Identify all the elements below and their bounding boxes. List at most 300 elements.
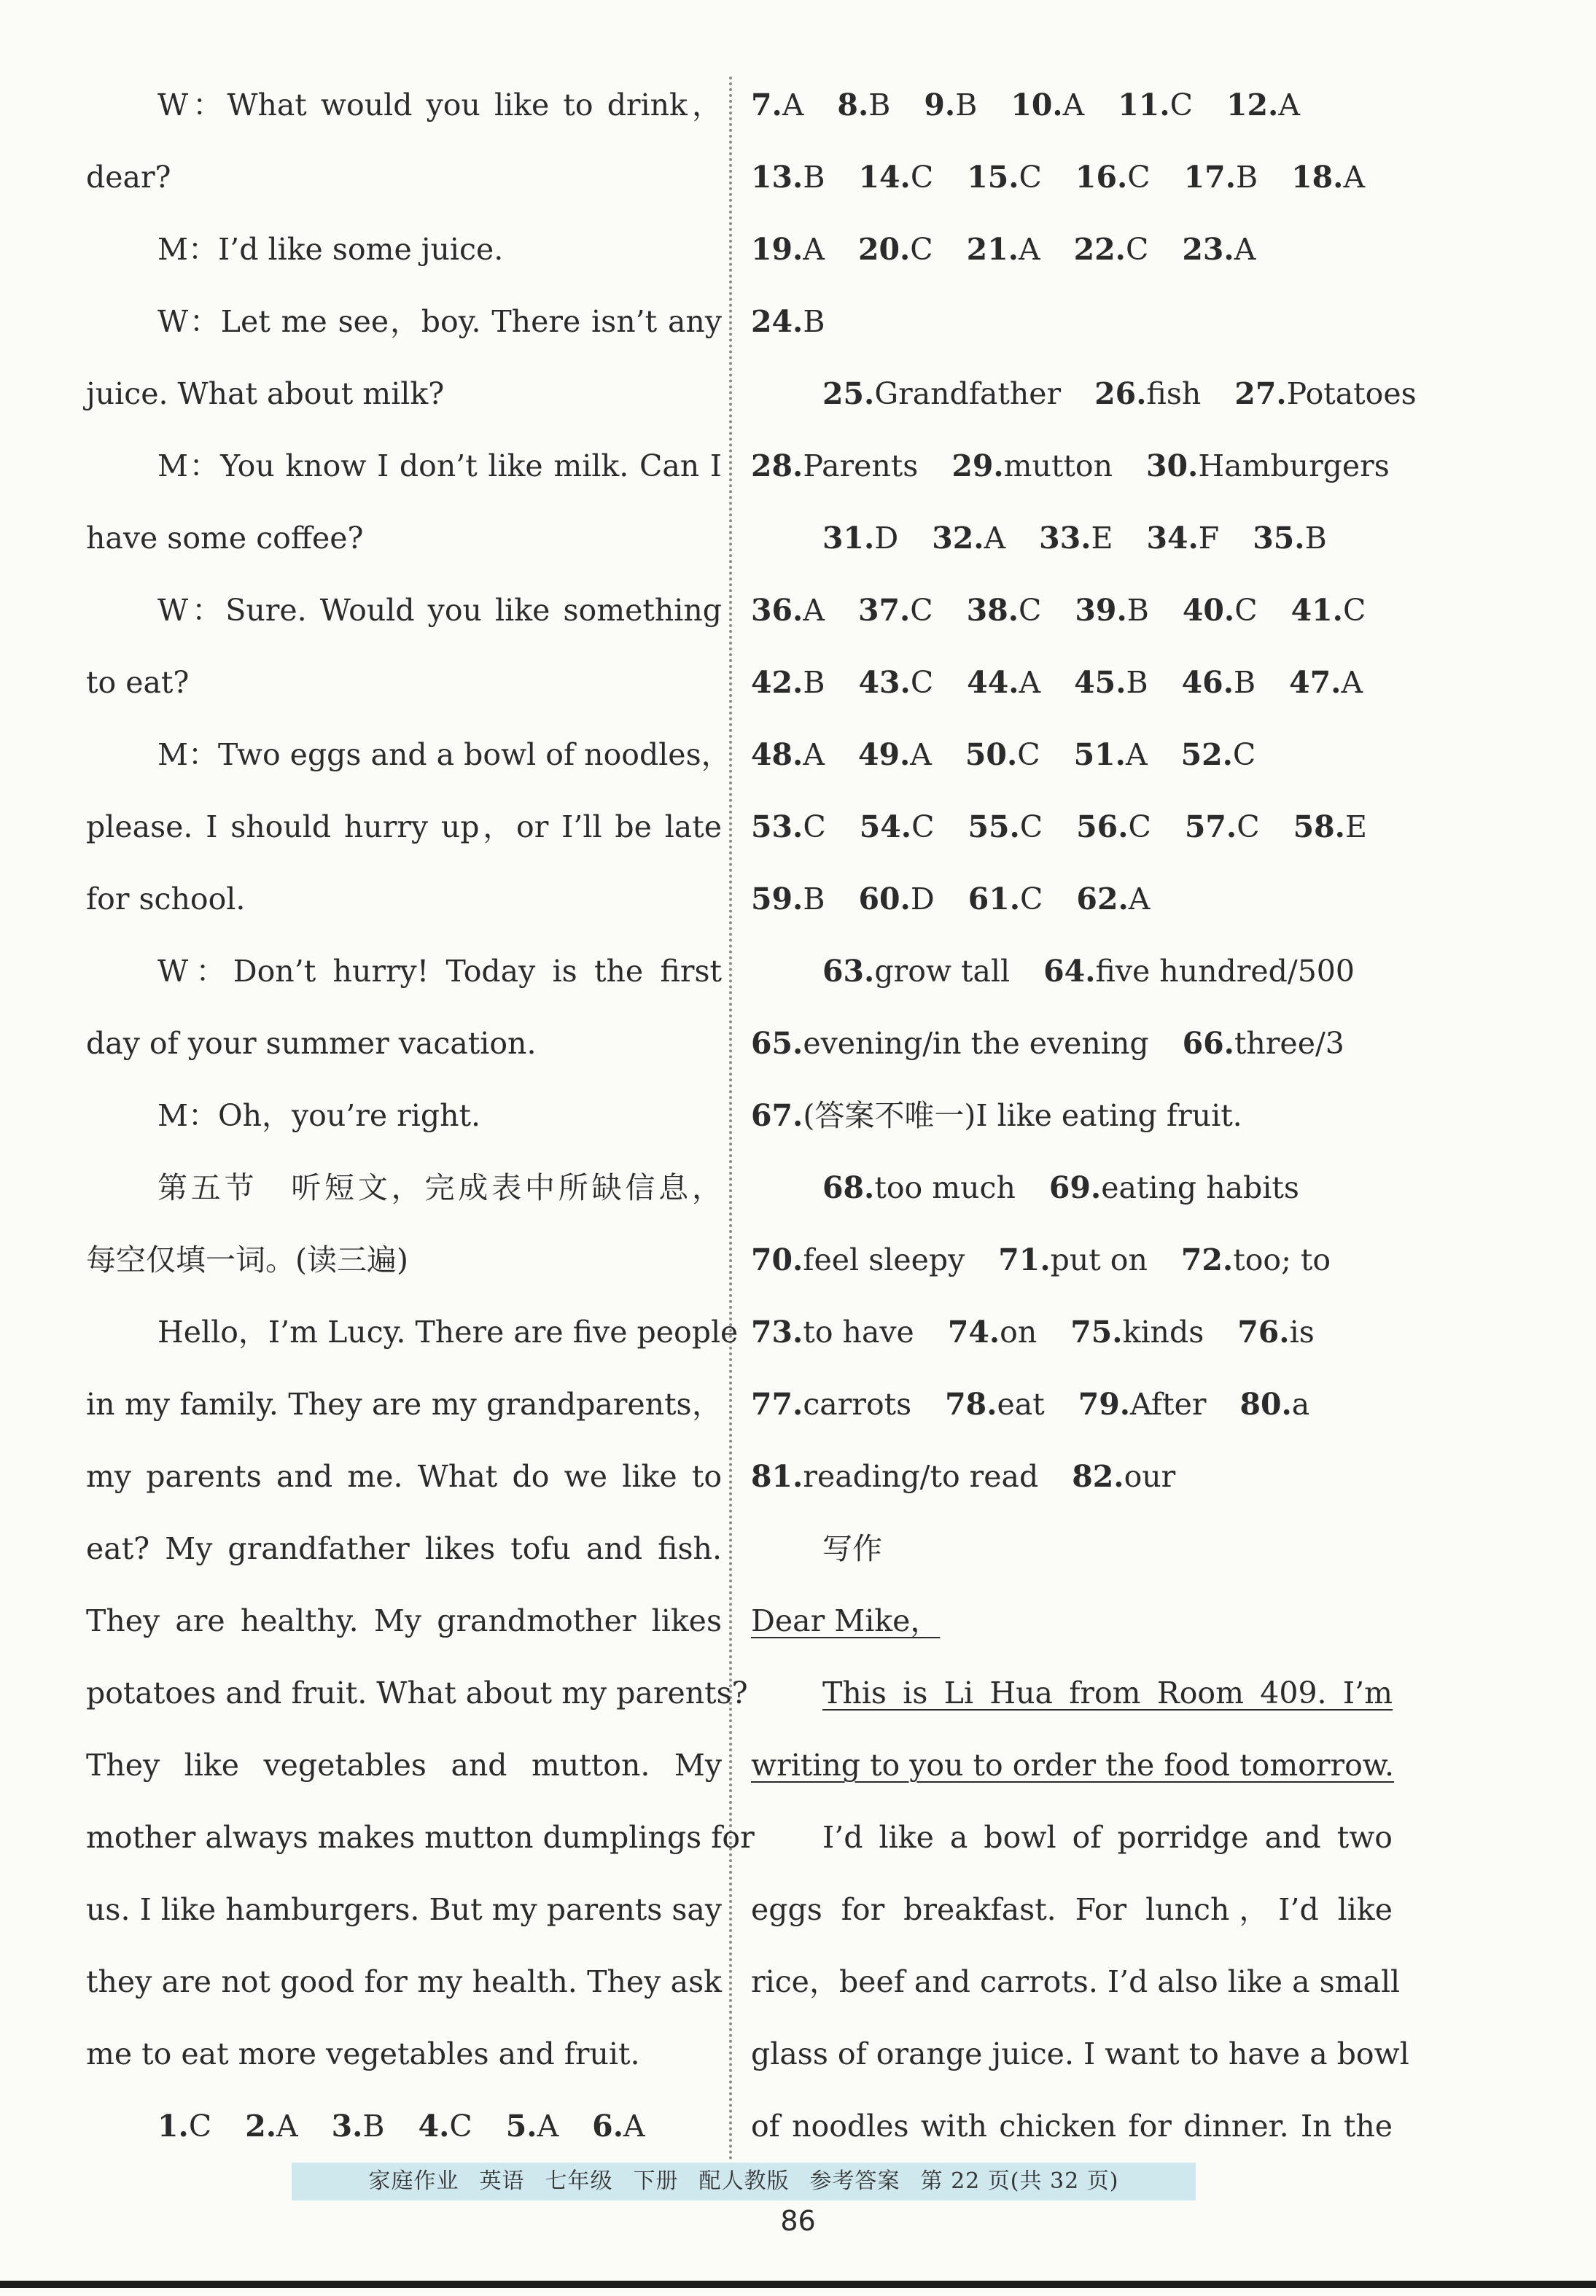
answer-number: 26. bbox=[1094, 376, 1147, 411]
text-line: they are not good for my health. They ask bbox=[86, 1964, 722, 1999]
answer-number: 70. bbox=[751, 1242, 803, 1277]
answer-number: 37. bbox=[857, 593, 911, 628]
answer-number: 54. bbox=[859, 809, 912, 844]
answer-value: B bbox=[362, 2109, 385, 2144]
answer-item bbox=[1074, 719, 1148, 791]
answer-item bbox=[1076, 791, 1151, 863]
answer-number: 7. bbox=[751, 87, 782, 122]
answer-number: 31. bbox=[822, 521, 875, 556]
answer-value: A bbox=[1341, 665, 1363, 700]
answer-number: 10. bbox=[1011, 87, 1063, 122]
answer-value: our bbox=[1124, 1459, 1176, 1494]
answer-item bbox=[1043, 935, 1355, 1008]
answer-number: 58. bbox=[1293, 809, 1345, 844]
answer-value: carrots bbox=[803, 1387, 912, 1422]
answer-value: C bbox=[1020, 882, 1043, 917]
answer-item bbox=[1011, 69, 1084, 141]
answer-item bbox=[822, 358, 1061, 430]
answer-item bbox=[965, 719, 1040, 791]
footer-item: 第 22 页(共 32 页) bbox=[920, 2168, 1119, 2194]
answer-value: A bbox=[1278, 87, 1300, 122]
answer-number: 43. bbox=[858, 665, 911, 700]
answer-number: 33. bbox=[1039, 521, 1091, 556]
answer-item bbox=[858, 214, 933, 286]
answer-number: 39. bbox=[1075, 593, 1127, 628]
answer-row bbox=[751, 1369, 1393, 1441]
text-line: potatoes and fruit. What about my parents? bbox=[86, 1676, 748, 1711]
answer-number: 5. bbox=[505, 2109, 537, 2144]
answer-number: 78. bbox=[945, 1387, 997, 1422]
answer-item bbox=[1182, 647, 1256, 719]
answer-value: a bbox=[1291, 1387, 1310, 1422]
answer-item bbox=[1293, 791, 1367, 863]
letter-text: rice，beef and carrots. I’d also like a small bbox=[751, 1964, 1401, 1999]
answer-number: 77. bbox=[751, 1387, 803, 1422]
answer-number: 73. bbox=[751, 1315, 803, 1350]
answer-number: 82. bbox=[1072, 1459, 1124, 1494]
answer-value: D bbox=[910, 882, 935, 917]
answer-number: 18. bbox=[1291, 160, 1344, 195]
text-line: to eat? bbox=[86, 665, 190, 700]
answer-number: 47. bbox=[1289, 665, 1342, 700]
answer-item bbox=[751, 1441, 1038, 1513]
answer-item bbox=[1183, 575, 1258, 647]
text-line: day of your summer vacation. bbox=[86, 1026, 537, 1061]
text-line: for school. bbox=[86, 882, 246, 917]
answer-number: 48. bbox=[751, 737, 803, 772]
answer-item bbox=[1075, 141, 1151, 214]
answer-row bbox=[86, 2090, 722, 2163]
answer-row bbox=[751, 647, 1393, 719]
answer-value: A bbox=[1234, 232, 1256, 267]
answer-item bbox=[860, 791, 935, 863]
answer-item bbox=[1181, 719, 1256, 791]
answer-item bbox=[1184, 141, 1258, 214]
text-line: in my family. They are my grandparents， bbox=[86, 1387, 722, 1422]
left-column bbox=[86, 69, 755, 2163]
answer-number: 79. bbox=[1078, 1387, 1131, 1422]
answer-item bbox=[506, 2090, 558, 2163]
answer-value: A bbox=[1019, 665, 1041, 700]
text-line: dear? bbox=[86, 160, 171, 195]
answer-number: 46. bbox=[1181, 665, 1234, 700]
answer-value: C bbox=[188, 2109, 212, 2144]
text-line: M：I’d like some juice. bbox=[157, 232, 504, 267]
answer-value: C bbox=[1128, 809, 1151, 844]
answer-item bbox=[967, 647, 1040, 719]
answer-row bbox=[751, 1296, 1393, 1369]
text-line: M：Oh，you’re right. bbox=[157, 1098, 481, 1133]
answer-row bbox=[751, 791, 1393, 863]
answer-number: 3. bbox=[331, 2109, 363, 2144]
answer-value: grow tall bbox=[874, 954, 1011, 989]
answer-number: 44. bbox=[967, 665, 1019, 700]
answer-item bbox=[751, 430, 918, 502]
answer-value: A bbox=[1062, 87, 1085, 122]
answer-value: B bbox=[803, 882, 825, 917]
answer-item bbox=[1072, 1441, 1175, 1513]
answer-item bbox=[822, 502, 898, 575]
answer-item bbox=[1094, 358, 1201, 430]
answer-item bbox=[858, 647, 933, 719]
answer-number: 61. bbox=[968, 882, 1021, 917]
answer-item bbox=[419, 2090, 472, 2163]
answer-number: 30. bbox=[1146, 448, 1199, 483]
answer-value: C bbox=[1169, 87, 1193, 122]
answer-value: C bbox=[1234, 593, 1258, 628]
answer-item bbox=[948, 1296, 1037, 1369]
letter-text: eggs for breakfast. For lunch，I’d like bbox=[751, 1892, 1393, 1927]
footer-banner bbox=[292, 2163, 1196, 2200]
answer-value: A bbox=[1343, 160, 1366, 195]
answer-row bbox=[751, 1080, 1393, 1152]
answer-number: 13. bbox=[751, 160, 803, 195]
answer-item bbox=[1074, 214, 1149, 286]
answer-item bbox=[751, 791, 826, 863]
answer-value: E bbox=[1091, 521, 1113, 556]
answer-value: A bbox=[803, 737, 825, 772]
answer-item bbox=[858, 575, 933, 647]
answer-item bbox=[245, 2090, 297, 2163]
answer-value: to have bbox=[803, 1315, 914, 1350]
answer-item bbox=[751, 1369, 911, 1441]
answer-row bbox=[751, 719, 1393, 791]
answer-value: C bbox=[1127, 160, 1151, 195]
answer-number: 35. bbox=[1253, 521, 1305, 556]
answer-value: too much bbox=[874, 1170, 1016, 1205]
answer-value: B bbox=[1233, 665, 1256, 700]
answer-item bbox=[967, 575, 1042, 647]
answer-item bbox=[1049, 1152, 1299, 1224]
answer-value: evening/in the evening bbox=[803, 1026, 1149, 1061]
answer-number: 25. bbox=[822, 376, 875, 411]
answer-value: A bbox=[910, 737, 932, 772]
letter-line bbox=[751, 1946, 1401, 2018]
answer-item bbox=[1181, 1224, 1331, 1296]
answer-value: E bbox=[1344, 809, 1367, 844]
answer-number: 67. bbox=[751, 1098, 803, 1133]
answer-number: 81. bbox=[751, 1459, 803, 1494]
answer-number: 41. bbox=[1291, 593, 1343, 628]
answer-item bbox=[932, 502, 1005, 575]
answer-item bbox=[1182, 214, 1256, 286]
answer-row bbox=[751, 1152, 1393, 1224]
answer-value: D bbox=[874, 521, 899, 556]
bottom-rule bbox=[0, 2281, 1596, 2288]
answer-value: A bbox=[803, 232, 825, 267]
answer-value: C bbox=[910, 593, 933, 628]
answer-value: A bbox=[537, 2109, 559, 2144]
answer-value: C bbox=[1125, 232, 1149, 267]
answer-item bbox=[967, 141, 1042, 214]
footer-item: 七年级 bbox=[545, 2168, 613, 2194]
answer-number: 57. bbox=[1184, 809, 1237, 844]
answer-item bbox=[751, 1080, 1242, 1152]
answer-value: fish bbox=[1146, 376, 1202, 411]
answer-row bbox=[751, 502, 1393, 575]
answer-value: C bbox=[1019, 160, 1042, 195]
letter-text: glass of orange juice. I want to have a bowl bbox=[751, 2036, 1409, 2071]
answer-value: mutton bbox=[1003, 448, 1113, 483]
right-column bbox=[751, 69, 1417, 2163]
letter-salutation: Dear Mike， bbox=[751, 1603, 941, 1638]
answer-row bbox=[751, 214, 1393, 286]
answer-value: B bbox=[803, 665, 825, 700]
answer-number: 16. bbox=[1075, 160, 1128, 195]
answer-number: 23. bbox=[1182, 232, 1234, 267]
writing-heading: 写作 bbox=[822, 1531, 882, 1566]
answer-item bbox=[998, 1224, 1148, 1296]
answer-item bbox=[1076, 863, 1150, 935]
answer-value: kinds bbox=[1122, 1315, 1204, 1350]
answer-item bbox=[1039, 502, 1113, 575]
answer-number: 75. bbox=[1070, 1315, 1123, 1350]
answer-item bbox=[1070, 1296, 1204, 1369]
answer-item bbox=[751, 647, 825, 719]
answer-number: 27. bbox=[1234, 376, 1287, 411]
answer-item bbox=[1074, 647, 1148, 719]
answer-value: eating habits bbox=[1101, 1170, 1299, 1205]
answer-row bbox=[751, 935, 1393, 1008]
answer-number: 15. bbox=[967, 160, 1019, 195]
answer-number: 21. bbox=[966, 232, 1019, 267]
answer-number: 2. bbox=[245, 2109, 276, 2144]
answer-item bbox=[1237, 1296, 1315, 1369]
answer-value: C bbox=[1237, 809, 1260, 844]
text-line: please. I should hurry up，or I’ll be late bbox=[86, 809, 722, 844]
answer-number: 20. bbox=[857, 232, 911, 267]
letter-line bbox=[751, 1729, 1393, 1802]
answer-number: 60. bbox=[858, 882, 911, 917]
answer-row bbox=[751, 141, 1393, 214]
answer-value: After bbox=[1130, 1387, 1207, 1422]
answer-item bbox=[751, 69, 803, 141]
answer-number: 53. bbox=[751, 809, 803, 844]
answer-value: C bbox=[911, 809, 935, 844]
answer-item bbox=[1291, 141, 1365, 214]
answer-number: 17. bbox=[1183, 160, 1236, 195]
page-number: 86 bbox=[780, 2205, 816, 2237]
footer-item: 参考答案 bbox=[809, 2168, 900, 2194]
answer-value: F bbox=[1198, 521, 1220, 556]
answer-item bbox=[751, 1296, 914, 1369]
answer-item bbox=[1146, 430, 1390, 502]
answer-number: 56. bbox=[1076, 809, 1129, 844]
answer-value: reading/to read bbox=[803, 1459, 1039, 1494]
answer-value: C bbox=[910, 665, 934, 700]
answer-value: put on bbox=[1050, 1242, 1148, 1277]
answer-item bbox=[967, 214, 1040, 286]
answer-value: A bbox=[782, 87, 804, 122]
answer-number: 34. bbox=[1146, 521, 1199, 556]
answer-value: B bbox=[955, 87, 978, 122]
answer-row bbox=[751, 863, 1393, 935]
answer-value: A bbox=[623, 2109, 645, 2144]
answer-item bbox=[751, 1224, 965, 1296]
answer-item bbox=[968, 791, 1043, 863]
answer-item bbox=[858, 141, 933, 214]
text-line: They are healthy. My grandmother likes bbox=[86, 1603, 722, 1638]
answer-value: C bbox=[1019, 809, 1043, 844]
answer-value: B bbox=[1235, 160, 1258, 195]
text-line: me to eat more vegetables and fruit. bbox=[86, 2036, 640, 2071]
letter-line bbox=[751, 1874, 1393, 1946]
answer-value: too; to bbox=[1233, 1242, 1331, 1277]
text-line: 每空仅填一词。(读三遍) bbox=[86, 1242, 408, 1277]
answer-value: three/3 bbox=[1234, 1026, 1344, 1061]
answer-value: C bbox=[1019, 593, 1042, 628]
text-line: my parents and me. What do we like to bbox=[86, 1459, 722, 1494]
answer-value: Potatoes bbox=[1286, 376, 1417, 411]
answer-item bbox=[1226, 69, 1300, 141]
answer-number: 64. bbox=[1043, 954, 1096, 989]
answer-number: 28. bbox=[751, 448, 803, 483]
answer-item bbox=[822, 1152, 1016, 1224]
answer-value: C bbox=[1017, 737, 1040, 772]
answer-number: 74. bbox=[947, 1315, 1000, 1350]
text-line: eat? My grandfather likes tofu and fish. bbox=[86, 1531, 722, 1566]
text-line: W：What would you like to drink， bbox=[157, 87, 722, 122]
answer-item bbox=[858, 719, 932, 791]
answer-item bbox=[157, 2090, 211, 2163]
answer-item bbox=[1289, 647, 1363, 719]
letter-line bbox=[751, 2090, 1393, 2163]
answer-value: (答案不唯一)I like eating fruit. bbox=[803, 1098, 1242, 1133]
answer-number: 45. bbox=[1074, 665, 1126, 700]
answer-item bbox=[1234, 358, 1416, 430]
answer-item bbox=[751, 863, 825, 935]
answer-number: 42. bbox=[751, 665, 803, 700]
answer-item bbox=[924, 69, 977, 141]
answer-number: 22. bbox=[1073, 232, 1126, 267]
text-line: juice. What about milk? bbox=[86, 376, 445, 411]
letter-text: writing to you to order the food tomorrow. bbox=[751, 1748, 1395, 1783]
answer-number: 69. bbox=[1048, 1170, 1102, 1205]
answer-item bbox=[751, 575, 825, 647]
answer-number: 66. bbox=[1182, 1026, 1234, 1061]
text-line: M：Two eggs and a bowl of noodles， bbox=[157, 737, 731, 772]
answer-number: 24. bbox=[751, 304, 803, 339]
answer-value: C bbox=[1342, 593, 1366, 628]
answer-number: 38. bbox=[966, 593, 1019, 628]
answer-number: 36. bbox=[751, 593, 803, 628]
answer-item bbox=[1183, 1008, 1344, 1080]
text-line: us. I like hamburgers. But my parents say bbox=[86, 1892, 722, 1927]
answer-value: Grandfather bbox=[874, 376, 1062, 411]
answer-item bbox=[1146, 502, 1219, 575]
answer-value: A bbox=[1125, 737, 1148, 772]
footer-item: 家庭作业 bbox=[368, 2168, 459, 2194]
answer-value: C bbox=[803, 809, 826, 844]
answer-row bbox=[751, 1441, 1393, 1513]
answer-value: feel sleepy bbox=[803, 1242, 965, 1277]
answer-row bbox=[751, 575, 1393, 647]
text-line: Hello，I’m Lucy. There are five people bbox=[157, 1315, 739, 1350]
text-line: They like vegetables and mutton. My bbox=[86, 1748, 722, 1783]
answer-row bbox=[751, 358, 1417, 430]
answer-value: B bbox=[1126, 665, 1148, 700]
answer-item bbox=[1075, 575, 1148, 647]
answer-number: 14. bbox=[858, 160, 911, 195]
answer-value: B bbox=[868, 87, 891, 122]
answer-value: C bbox=[449, 2109, 472, 2144]
answer-value: B bbox=[803, 160, 825, 195]
answer-item bbox=[751, 1008, 1149, 1080]
answer-row bbox=[751, 1224, 1393, 1296]
answer-item bbox=[592, 2090, 645, 2163]
text-line: 第五节 听短文，完成表中所缺信息， bbox=[157, 1170, 722, 1205]
text-line: have some coffee? bbox=[86, 521, 364, 556]
answer-number: 72. bbox=[1180, 1242, 1234, 1277]
answer-value: Parents bbox=[803, 448, 919, 483]
answer-number: 76. bbox=[1237, 1315, 1290, 1350]
text-line: W：Let me see，boy. There isn’t any bbox=[157, 304, 722, 339]
answer-item bbox=[751, 141, 825, 214]
text-line: mother always makes mutton dumplings for bbox=[86, 1820, 755, 1855]
answer-value: C bbox=[910, 160, 934, 195]
answer-value: eat bbox=[997, 1387, 1045, 1422]
letter-text: I’d like a bowl of porridge and two bbox=[822, 1820, 1393, 1855]
answer-value: C bbox=[910, 232, 933, 267]
answer-item bbox=[1253, 502, 1326, 575]
answer-value: B bbox=[1304, 521, 1327, 556]
answer-number: 80. bbox=[1239, 1387, 1292, 1422]
text-line: W：Sure. Would you like something bbox=[157, 593, 722, 628]
answer-item bbox=[751, 719, 825, 791]
answer-value: A bbox=[276, 2109, 298, 2144]
answer-number: 65. bbox=[751, 1026, 803, 1061]
answer-value: Hamburgers bbox=[1198, 448, 1390, 483]
letter-line bbox=[751, 1657, 1393, 1729]
answer-row bbox=[751, 1008, 1393, 1080]
answer-number: 59. bbox=[751, 882, 803, 917]
answer-item bbox=[822, 935, 1010, 1008]
answer-item bbox=[751, 286, 825, 358]
answer-value: C bbox=[1232, 737, 1256, 772]
letter-text: of noodles with chicken for dinner. In the bbox=[751, 2109, 1393, 2144]
answer-number: 1. bbox=[157, 2109, 189, 2144]
answer-number: 71. bbox=[998, 1242, 1051, 1277]
answer-item bbox=[837, 69, 890, 141]
answer-item bbox=[1291, 575, 1366, 647]
answer-number: 49. bbox=[857, 737, 911, 772]
answer-item bbox=[858, 863, 934, 935]
answer-item bbox=[751, 214, 825, 286]
answer-value: A bbox=[1128, 882, 1151, 917]
answer-number: 55. bbox=[968, 809, 1020, 844]
answer-number: 32. bbox=[932, 521, 984, 556]
answer-value: B bbox=[1126, 593, 1149, 628]
answer-number: 52. bbox=[1180, 737, 1233, 772]
footer-item: 下册 bbox=[633, 2168, 679, 2194]
answer-value: A bbox=[803, 593, 825, 628]
answer-number: 4. bbox=[418, 2109, 450, 2144]
answer-item bbox=[1185, 791, 1260, 863]
answer-item bbox=[1078, 1369, 1207, 1441]
answer-number: 11. bbox=[1118, 87, 1170, 122]
answer-number: 6. bbox=[592, 2109, 623, 2144]
answer-value: is bbox=[1289, 1315, 1315, 1350]
answer-number: 51. bbox=[1073, 737, 1126, 772]
answer-item bbox=[951, 430, 1113, 502]
answer-number: 62. bbox=[1076, 882, 1129, 917]
answer-item bbox=[968, 863, 1043, 935]
answer-number: 12. bbox=[1226, 87, 1279, 122]
answer-number: 50. bbox=[965, 737, 1018, 772]
answer-number: 63. bbox=[822, 954, 875, 989]
answer-item bbox=[1118, 69, 1193, 141]
answer-row bbox=[751, 69, 1393, 141]
